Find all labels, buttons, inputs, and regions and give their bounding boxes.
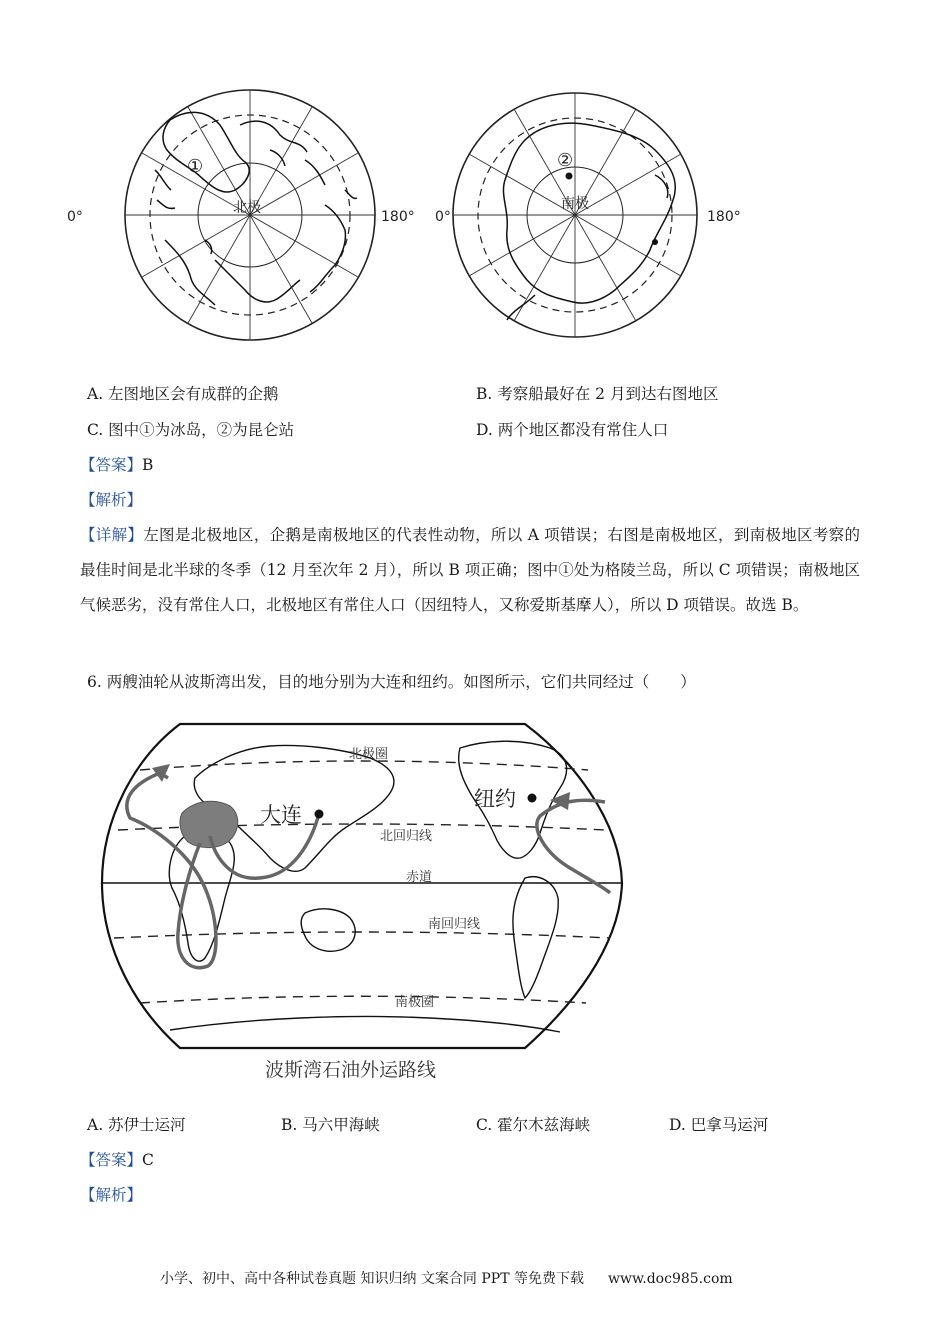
north-polar-map bbox=[67, 90, 415, 340]
q5-option-a: A. 左图地区会有成群的企鹅 bbox=[87, 385, 279, 403]
q6-option-c: C. 霍尔木兹海峡 bbox=[476, 1116, 591, 1134]
marker-1: ① bbox=[187, 156, 204, 177]
q6-analysis-tag: 【解析】 bbox=[80, 1186, 143, 1204]
dalian-label: 大连 bbox=[260, 803, 302, 827]
south-polar-map bbox=[435, 93, 741, 337]
newyork-label: 纽约 bbox=[474, 787, 516, 811]
north-map-label-0: 0° bbox=[67, 209, 83, 225]
equator-label: 赤道 bbox=[406, 870, 433, 885]
tropic-capricorn-label: 南回归线 bbox=[428, 917, 481, 932]
q5-answer-value: B bbox=[142, 456, 154, 474]
q6-option-b: B. 马六甲海峡 bbox=[281, 1116, 380, 1134]
q6-question: 6. 两艘油轮从波斯湾出发，目的地分别为大连和纽约。如图所示，它们共同经过（ ） bbox=[87, 673, 696, 691]
q6-answer bbox=[80, 1149, 154, 1171]
page-footer bbox=[160, 1268, 733, 1290]
south-map-label-180: 180° bbox=[707, 209, 741, 225]
q5-detail bbox=[80, 518, 860, 623]
arctic-circle-label: 北极圈 bbox=[349, 747, 389, 762]
tropic-cancer-label: 北回归线 bbox=[380, 829, 433, 844]
world-map-caption: 波斯湾石油外运路线 bbox=[265, 1059, 437, 1081]
polar-maps-figure bbox=[67, 80, 785, 360]
q5-analysis-tag: 【解析】 bbox=[80, 491, 143, 509]
q5-detail-tag: 【详解】 bbox=[80, 526, 144, 544]
q6-answer-value: C bbox=[142, 1151, 154, 1169]
q6-answer-tag: 【答案】 bbox=[80, 1151, 143, 1169]
q6-option-d: D. 巴拿马运河 bbox=[669, 1116, 769, 1134]
q5-option-b: B. 考察船最好在 2 月到达右图地区 bbox=[476, 385, 719, 403]
world-map-figure bbox=[100, 718, 630, 1088]
footer-text: 小学、初中、高中各种试卷真题 知识归纳 文案合同 PPT 等免费下载 bbox=[160, 1271, 584, 1287]
q5-detail-text: 左图是北极地区，企鹅是南极地区的代表性动物，所以 A 项错误；右图是南极地区，到南极地区考察的最佳时间是北半球的冬季（12 月至次年 2 月），所以 B 项正确；图中①处为格陵兰岛，所以 C 项错误；南极地区气候恶劣，没有常住人口，北极地区有常住人口（因纽特人，又称爱斯基摩人），所以 D 项错误。故选 B。 bbox=[80, 526, 860, 614]
north-map-label-180: 180° bbox=[381, 209, 415, 225]
footer-url[interactable]: www.doc985.com bbox=[607, 1271, 733, 1287]
q5-answer bbox=[80, 454, 153, 476]
q5-option-c: C. 图中①为冰岛，②为昆仑站 bbox=[87, 421, 295, 439]
q5-option-d: D. 两个地区都没有常住人口 bbox=[476, 421, 669, 439]
marker-2: ② bbox=[557, 150, 574, 171]
antarctic-circle-label: 南极圈 bbox=[395, 995, 435, 1010]
south-map-label-0: 0° bbox=[435, 209, 451, 225]
north-pole-label: 北极 bbox=[233, 200, 261, 216]
south-pole-label: 南极 bbox=[561, 196, 589, 212]
q5-answer-tag: 【答案】 bbox=[80, 456, 143, 474]
q6-option-a: A. 苏伊士运河 bbox=[87, 1116, 186, 1134]
